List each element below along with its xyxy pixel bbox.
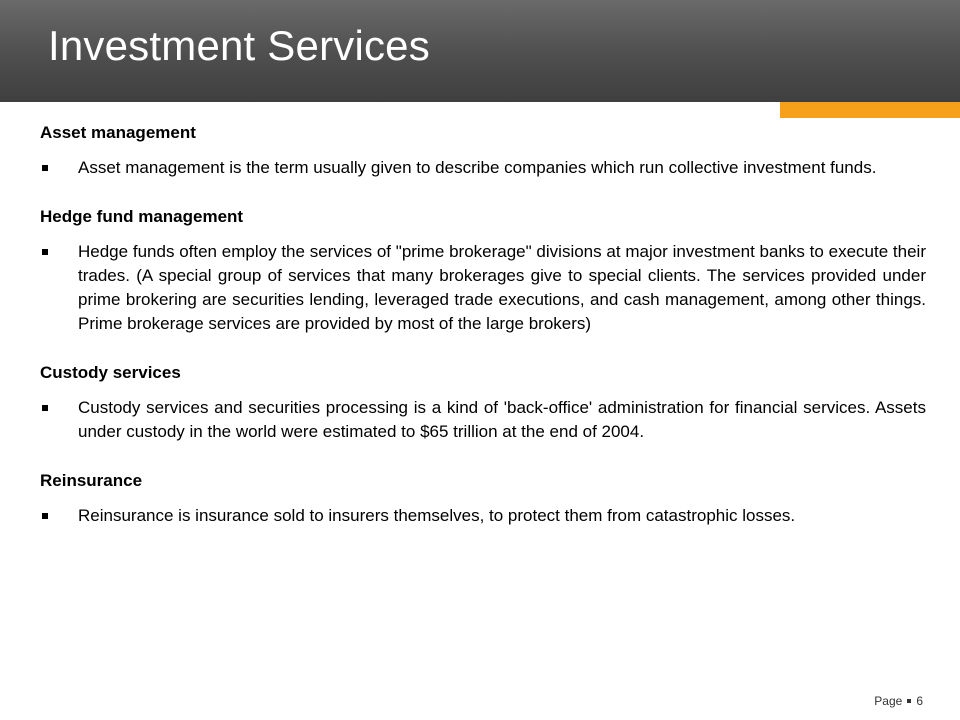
section-hedge-fund-management: [40, 207, 926, 336]
section-heading: Custody services: [40, 363, 181, 382]
section-asset-management: [40, 123, 926, 180]
bullet-item: [40, 504, 926, 528]
bullet-item: [40, 240, 926, 336]
square-bullet-icon: [42, 249, 48, 255]
square-bullet-icon: [42, 405, 48, 411]
section-heading: Hedge fund management: [40, 207, 244, 226]
accent-bar: [780, 102, 960, 118]
page-title: Investment Services: [48, 22, 430, 69]
bullet-text: Hedge funds often employ the services of "prime brokerage" divisions at major investment banks to execute their trades. (A special group of services that many brokerages give to special clients. The services provided under prime brokering are securities lending, leveraged trade executions, and cash management, among other things. Prime brokerage services are provided by most of the large brokers): [78, 242, 926, 333]
bullet-text: Reinsurance is insurance sold to insurers themselves, to protect them from catastrophic losses.: [78, 506, 796, 525]
square-bullet-icon: [42, 165, 48, 171]
page-number: 6: [916, 694, 923, 708]
square-bullet-icon: [42, 513, 48, 519]
bullet-text: Asset management is the term usually given to describe companies which run collective investment funds.: [78, 158, 877, 177]
bullet-item: [40, 396, 926, 444]
section-custody-services: [40, 363, 926, 444]
page-footer: [874, 694, 923, 708]
slide-header: [0, 0, 960, 102]
bullet-item: [40, 156, 926, 180]
section-heading: Reinsurance: [40, 471, 143, 490]
square-bullet-icon: [907, 699, 911, 703]
section-reinsurance: [40, 471, 926, 528]
slide-content: [40, 120, 926, 528]
page-label: Page: [874, 694, 903, 708]
bullet-text: Custody services and securities processing is a kind of 'back-office' administration for financial services. Assets under custody in the world were estimated to $65 trillion at the end of 2004.: [78, 398, 926, 441]
section-heading: Asset management: [40, 123, 196, 142]
